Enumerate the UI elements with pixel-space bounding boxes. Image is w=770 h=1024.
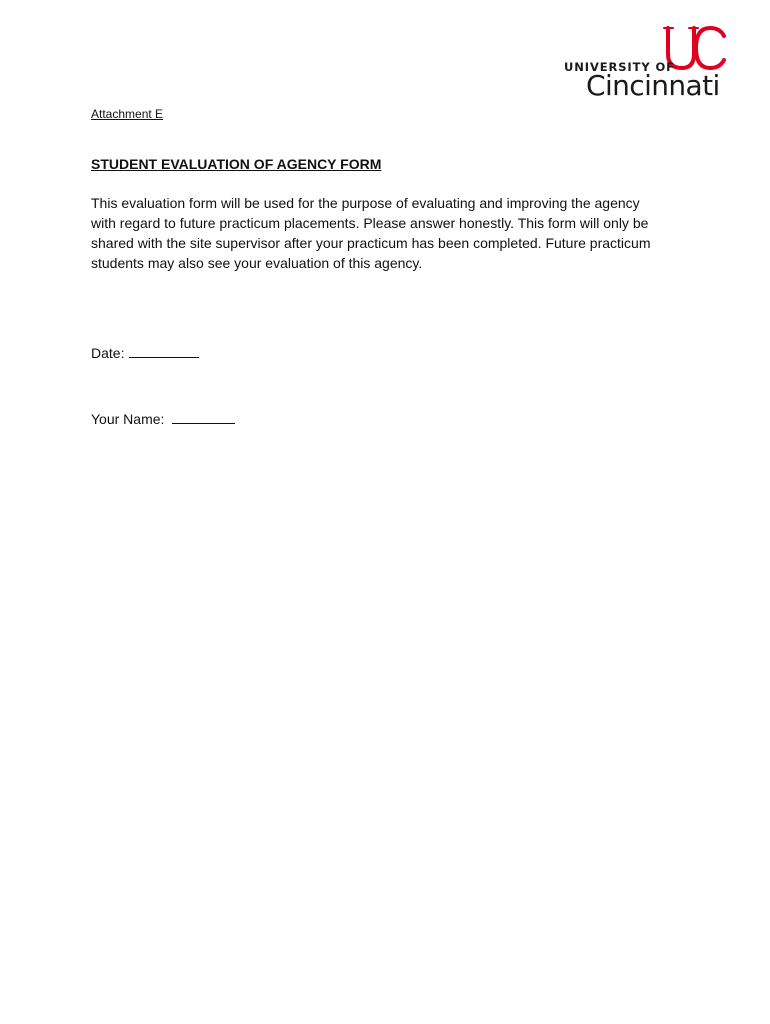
date-blank-line[interactable]: [129, 345, 199, 358]
logo-university-of: UNIVERSITY OF: [564, 60, 675, 74]
intro-line: shared with the site supervisor after your practicum has been completed. Future practicum: [91, 235, 651, 251]
your-name-blank-line[interactable]: [172, 411, 235, 424]
intro-line: students may also see your evaluation of this agency.: [91, 255, 423, 271]
intro-line: This evaluation form will be used for the purpose of evaluating and improving the agency: [91, 195, 640, 211]
university-logo: [560, 24, 736, 108]
logo-cincinnati: Cincinnati: [586, 69, 720, 102]
your-name-field: [91, 411, 235, 427]
date-field: [91, 345, 199, 361]
date-label: Date:: [91, 345, 125, 361]
intro-paragraph: [91, 193, 691, 273]
attachment-label: Attachment E: [91, 107, 164, 121]
your-name-label: Your Name:: [91, 411, 165, 427]
intro-line: with regard to future practicum placements. Please answer honestly. This form will only be: [91, 215, 649, 231]
form-title: STUDENT EVALUATION OF AGENCY FORM: [91, 156, 382, 172]
